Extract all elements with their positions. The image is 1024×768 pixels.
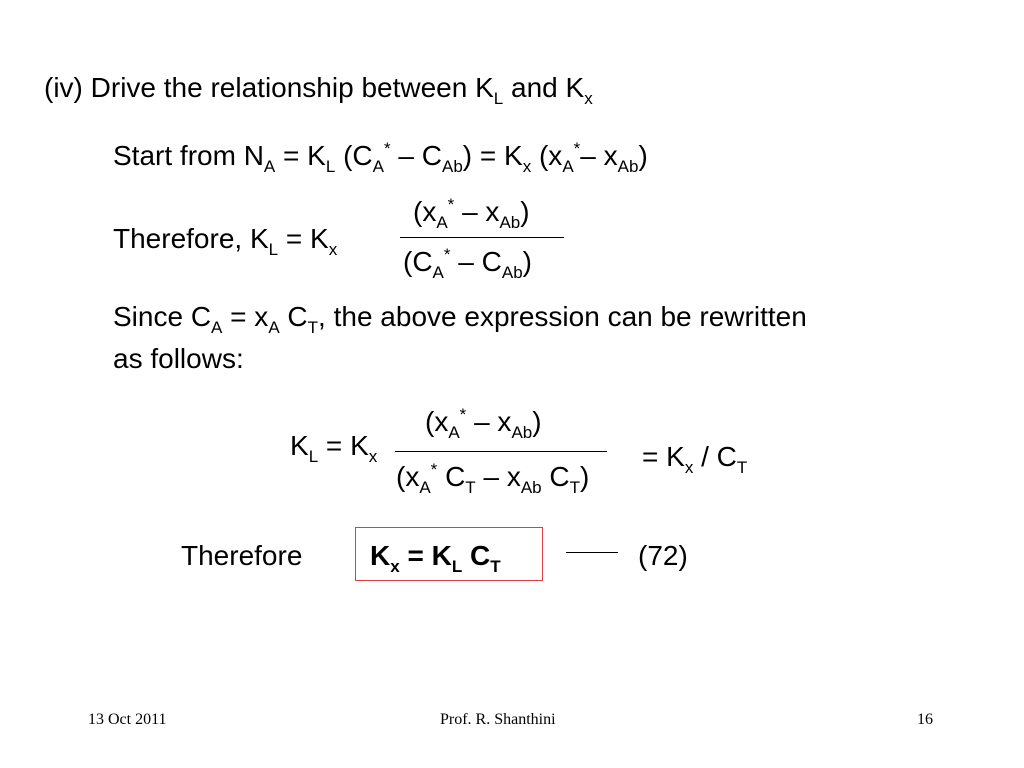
footer-author: Prof. R. Shanthini	[440, 711, 556, 728]
sub: x	[684, 458, 694, 477]
text: K	[290, 430, 309, 461]
sub: A	[268, 318, 280, 337]
sub: A	[419, 478, 431, 497]
text: = x	[222, 301, 269, 332]
sub: Ab	[520, 478, 542, 497]
fraction-line-1	[400, 237, 564, 238]
heading-sub-x: x	[584, 89, 593, 108]
sub: L	[451, 557, 463, 576]
sup: *	[430, 460, 438, 479]
text: – x	[466, 406, 512, 437]
therefore-lhs	[113, 223, 338, 259]
sub: L	[268, 240, 279, 259]
sub: Ab	[499, 213, 521, 232]
sub: x	[368, 447, 378, 466]
sub: x	[390, 557, 400, 576]
therefore-denominator	[403, 245, 532, 282]
text: (x	[413, 196, 437, 227]
equation-number: (72)	[638, 540, 688, 571]
result-label: Therefore	[181, 540, 303, 571]
text: C	[541, 461, 570, 492]
sub: A	[372, 157, 384, 176]
text: – x	[454, 196, 500, 227]
text: (C	[403, 246, 433, 277]
sub: x	[328, 240, 338, 259]
sup: *	[384, 139, 391, 158]
sup: *	[443, 245, 451, 264]
result-equation	[370, 540, 501, 576]
sup: *	[447, 195, 455, 214]
text: Since C	[113, 301, 212, 332]
text: Therefore, K	[113, 223, 269, 254]
sub: A	[436, 213, 448, 232]
slide-heading	[44, 72, 593, 108]
sub: A	[211, 318, 223, 337]
sub: Ab	[501, 263, 523, 282]
text: (x	[531, 140, 563, 171]
text: = K	[318, 430, 369, 461]
rewritten-lhs	[290, 430, 378, 466]
sup: *	[459, 405, 467, 424]
text: / C	[693, 441, 737, 472]
footer-page-number: 16	[917, 711, 933, 728]
heading-text: (iv) Drive the relationship between K	[44, 72, 494, 103]
text: )	[520, 196, 530, 227]
start-equation	[113, 139, 648, 176]
text: = K	[275, 140, 326, 171]
text: )	[638, 140, 648, 171]
text: C	[462, 540, 491, 571]
sub: A	[432, 263, 444, 282]
rewritten-numerator	[425, 405, 542, 442]
text: , the above expression can be rewritten	[318, 301, 807, 332]
since-line-2: as follows:	[113, 343, 244, 374]
text: K	[370, 540, 391, 571]
text: C	[279, 301, 308, 332]
sub: Ab	[511, 423, 533, 442]
rewritten-denominator	[396, 460, 590, 497]
text: (x	[396, 461, 420, 492]
footer-date: 13 Oct 2011	[88, 711, 167, 728]
sub: x	[522, 157, 532, 176]
text: (x	[425, 406, 449, 437]
text: = K	[278, 223, 329, 254]
sub: T	[490, 557, 501, 576]
sub: Ab	[441, 157, 463, 176]
text: (C	[335, 140, 373, 171]
start-lead: Start from N	[113, 140, 264, 171]
heading-mid: and K	[503, 72, 585, 103]
sub: A	[562, 157, 574, 176]
fraction-line-2	[395, 451, 607, 452]
sub: A	[448, 423, 460, 442]
text: )	[580, 461, 590, 492]
sub: T	[465, 478, 476, 497]
sup: *	[573, 139, 581, 158]
sub: L	[308, 447, 319, 466]
heading-sub-l: L	[493, 89, 504, 108]
text: – C	[390, 140, 442, 171]
since-line	[113, 301, 807, 337]
sub: A	[263, 157, 276, 176]
text: )	[532, 406, 542, 437]
text: ) = K	[462, 140, 523, 171]
text: C	[437, 461, 466, 492]
sub: T	[736, 458, 748, 477]
rewritten-rhs	[642, 441, 748, 477]
text: )	[522, 246, 532, 277]
sub: Ab	[617, 157, 639, 176]
text: – C	[450, 246, 502, 277]
sub: T	[569, 478, 581, 497]
text: – x	[580, 140, 618, 171]
sub: L	[325, 157, 336, 176]
text: = K	[399, 540, 452, 571]
text: – x	[475, 461, 521, 492]
equation-dash-line	[566, 552, 618, 553]
therefore-numerator	[413, 195, 530, 232]
text: = K	[642, 441, 685, 472]
sub: T	[307, 318, 319, 337]
